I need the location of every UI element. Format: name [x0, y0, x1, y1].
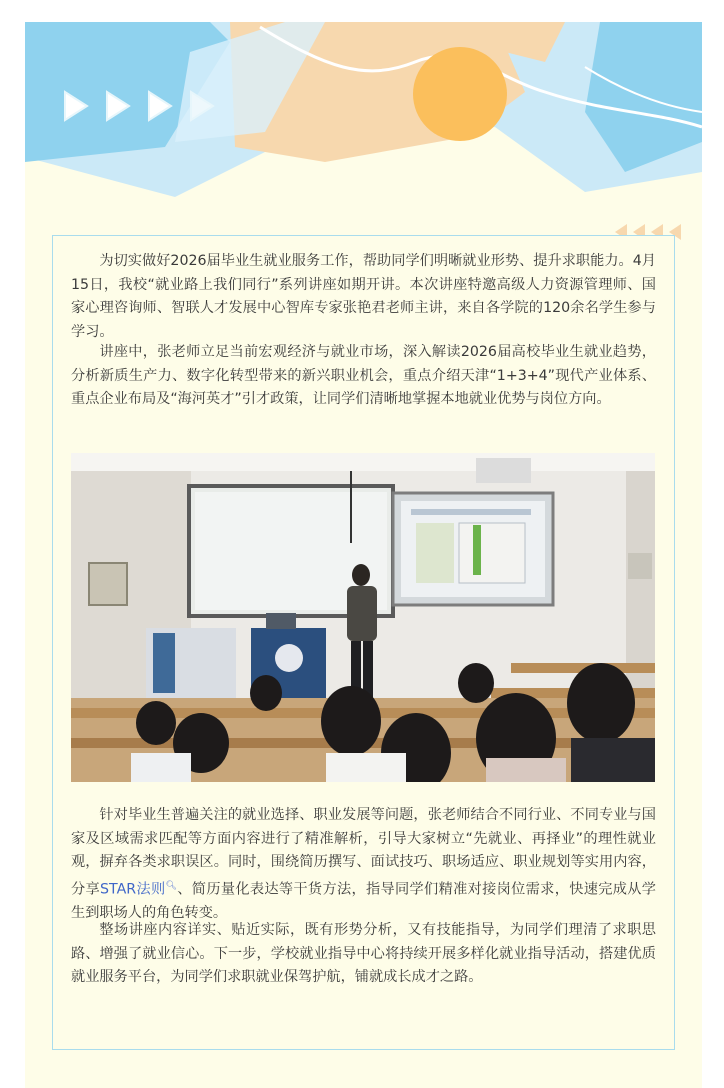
paragraph-intro: 为切实做好2026届毕业生就业服务工作，帮助同学们明晰就业形势、提升求职能力。4月15日，我校“就业路上我们同行”系列讲座如期开讲。本次讲座特邀高级人力资源管理师、国家心理咨询师、智联人才发展中心智库专家张艳君老师主讲，来自各学院的120余名学生参与学习。: [71, 253, 656, 340]
paragraph-guidance-text-1: 针对毕业生普遍关注的就业选择、职业发展等问题，张老师结合不同行业、不同专业与国家及区域需求匹配等方面内容进行了精准解析，引导大家树立“先就业、再择业”的理性就业观，摒弃各类求职误区。同时，围绕简历撰写、面试技巧、职场适应、职业规划等实用内容，分享: [71, 807, 656, 898]
article-page: [25, 22, 702, 1088]
star-method-link[interactable]: STAR法则: [100, 881, 166, 898]
article-frame: [52, 235, 675, 1050]
paragraph-summary: 整场讲座内容详实、贴近实际，既有形势分析，又有技能指导，为同学们理清了求职思路、增强了就业信心。下一步，学校就业指导中心将持续开展多样化就业指导活动，搭建优质就业服务平台，为同学们求职就业保驾护航，铺就成长成才之路。: [71, 922, 656, 985]
header-banner: [25, 22, 702, 232]
lecture-photo: [71, 453, 655, 782]
search-icon[interactable]: 🔍︎: [165, 880, 178, 891]
paragraph-guidance: [71, 804, 656, 925]
paragraph-lecture-content: 讲座中，张老师立足当前宏观经济与就业市场，深入解读2026届高校毕业生就业趋势，分析新质生产力、数字化转型带来的新兴职业机会，重点介绍天津“1+3+4”现代产业体系、重点企业布局及“海河英才”引才政策，让同学们清晰地掌握本地就业优势与岗位方向。: [71, 344, 656, 407]
paragraph-guidance-text-2: 、简历量化表达等干货方法，指导同学们精准对接岗位需求，快速完成从学生到职场人的角色转变。: [71, 881, 656, 921]
